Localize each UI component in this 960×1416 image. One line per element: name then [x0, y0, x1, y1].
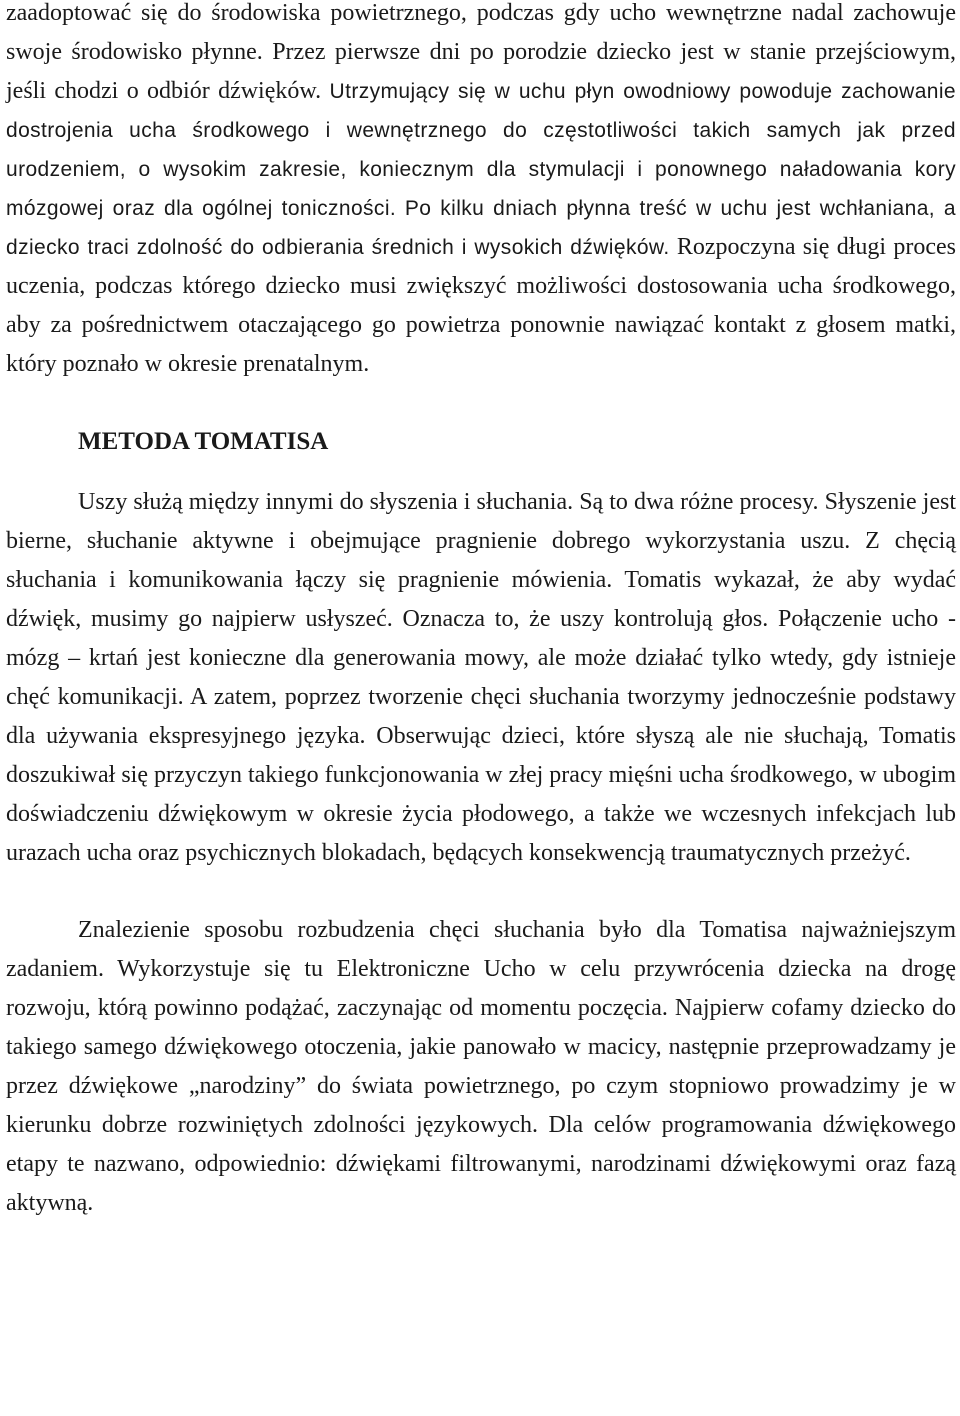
paragraph-segment-sans: Po kilku dniach płynna treść w uchu jest wchłaniana, a dziecko traci zdolność do odbierania średnich i wysokich dźwięków. — [6, 197, 957, 259]
paragraph-segment: zaadoptować się do środowiska powietrznego, podczas gdy ucho wewnętrzne nadal zachowuje swoje środowisko płynne. Przez pierwsze dni po porodzie dziecko jest w stanie przejściowym, jeśli chodzi o odbiór dźwięków. — [6, 0, 956, 104]
section-heading: METODA TOMATISA — [78, 428, 329, 455]
paragraph-segment: Rozpoczyna się długi proces uczenia, podczas którego dziecko musi zwiększyć możliwości dostosowania ucha środkowego, aby za pośrednictwem otaczającego go powietrza ponownie nawiązać kontakt z głosem matki, który poznało w okresie prenatalnym. — [6, 234, 957, 377]
paragraph-electronic-ear: Znalezienie sposobu rozbudzenia chęci słuchania było dla Tomatisa najważniejszym zadaniem. Wykorzystuje się tu Elektroniczne Ucho w celu przywrócenia dziecka na drogę rozwoju, którą powinno podążać, zaczynając od momentu poczęcia. Najpierw cofamy dziecko do takiego samego dźwiękowego otoczenia, jakie panowało w macicy, następnie przeprowadzamy je przez dźwiękowe „narodziny” do świata powietrznego, po czym stopniowo prowadzimy je w kierunku dobrze rozwiniętych zdolności językowych. Dla celów programowania dźwiękowego etapy te nazwano, odpowiednio: dźwiękami filtrowanymi, narodzinami dźwiękowymi oraz fazą aktywną. — [6, 917, 956, 1216]
paragraph-listening: Uszy służą między innymi do słyszenia i słuchania. Są to dwa różne procesy. Słyszenie jest bierne, słuchanie aktywne i obejmujące pragnienie dobrego wykorzystania uszu. Z chęcią słuchania i komunikowania łączy się pragnienie mówienia. Tomatis wykazał, że aby wydać dźwięk, musimy go najpierw usłyszeć. Oznacza to, że uszy kontrolują głos. Połączenie ucho - mózg – krtań jest konieczne dla generowania mowy, ale może działać tylko wtedy, gdy istnieje chęć komunikacji. A zatem, poprzez tworzenie chęci słuchania tworzymy jednocześnie podstawy dla używania ekspresyjnego języka. Obserwując dzieci, które słyszą ale nie słuchają, Tomatis doszukiwał się przyczyn takiego funkcjonowania w złej pracy mięśni ucha środkowego, w ubogim doświadczeniu dźwiękowym w okresie życia płodowego, a także we wczesnych infekcjach lub urazach ucha oraz psychicznych blokadach, będących konsekwencją traumatycznych przeżyć. — [6, 489, 956, 866]
paragraph-ear-adaptation — [6, 0, 956, 384]
document-page — [6, 0, 956, 1223]
paragraph-segment-sans: Utrzymujący się w uchu płyn owodniowy powoduje zachowanie dostrojenia ucha środkowego i wewnętrznego do częstotliwości takich samych jak przed urodzeniem, o wysokim zakresie, koniecznym dla stymulacji i ponownego naładowania kory mózgowej oraz dla ogólnej toniczności. — [6, 80, 956, 220]
